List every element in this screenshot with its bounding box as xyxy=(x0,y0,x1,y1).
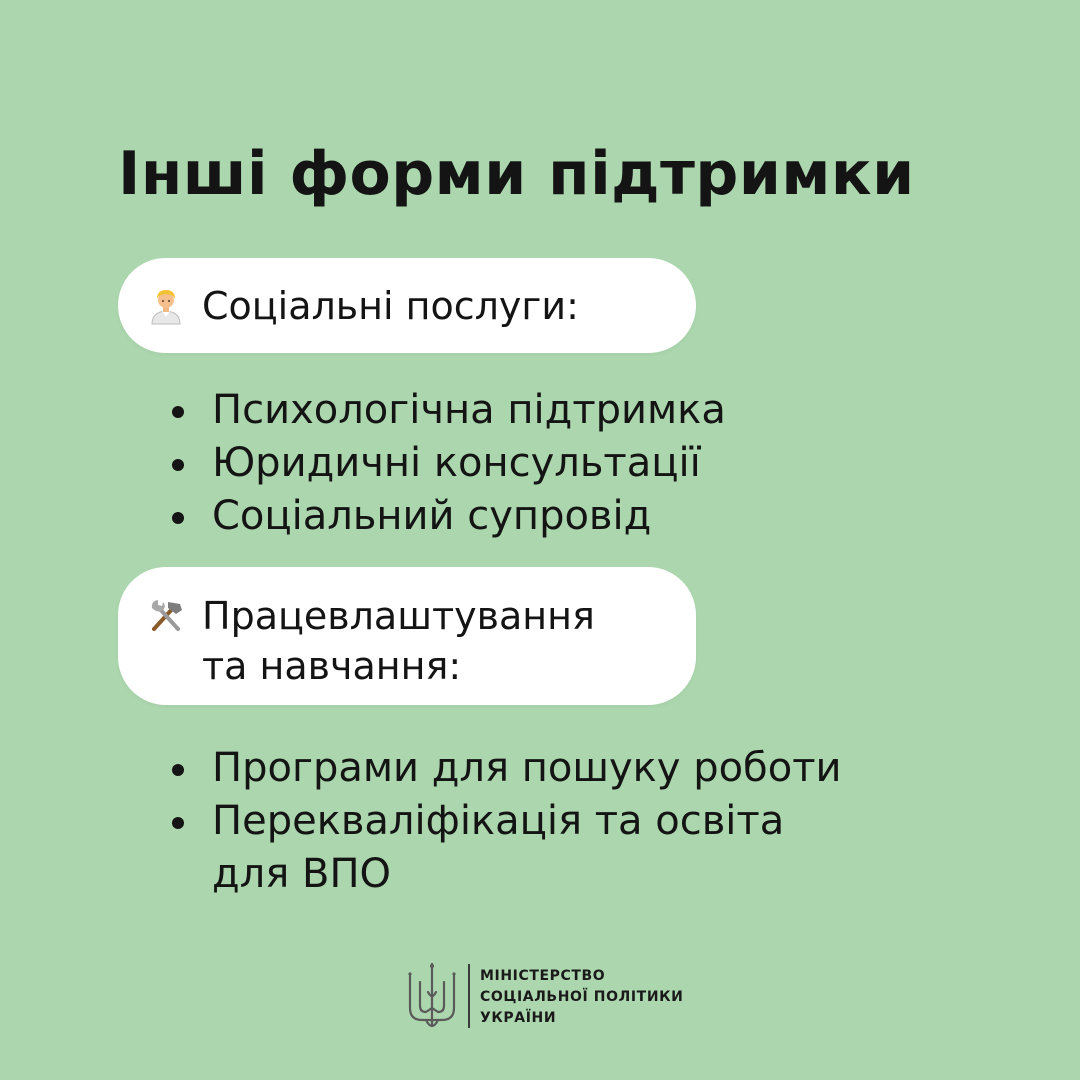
list-item: Соціальний супровід xyxy=(168,490,726,543)
list-item: Перекваліфікація та освіта xyxy=(168,795,842,848)
bullet-icon xyxy=(172,406,184,418)
list-item: Юридичні консультації xyxy=(168,437,726,490)
ministry-name xyxy=(480,966,684,1029)
employment-heading-line2: та навчання: xyxy=(202,644,462,688)
social-services-heading-pill xyxy=(118,258,696,353)
page-title: Інші форми підтримки xyxy=(118,139,915,209)
bullet-icon xyxy=(172,459,184,471)
hammer-and-wrench-icon xyxy=(146,596,186,636)
employment-heading-pill xyxy=(118,567,696,705)
bullet-icon xyxy=(172,512,184,524)
ministry-name-line1: МІНІСТЕРСТВО xyxy=(480,968,606,984)
ministry-name-line2: СОЦІАЛЬНОЇ ПОЛІТИКИ xyxy=(480,989,684,1005)
bullet-icon xyxy=(172,764,184,776)
employment-heading-line1: Працевлаштування xyxy=(202,594,595,638)
ministry-name-line3: УКРАЇНИ xyxy=(480,1010,557,1026)
list-item: Програми для пошуку роботи xyxy=(168,742,842,795)
person-icon xyxy=(146,286,186,326)
logo-divider xyxy=(468,964,470,1028)
list-item: Психологічна підтримка xyxy=(168,384,726,437)
social-services-heading: Соціальні послуги: xyxy=(202,284,579,328)
social-services-list xyxy=(168,384,726,543)
list-item-continuation: для ВПО xyxy=(212,851,392,897)
coat-of-arms-icon xyxy=(406,962,458,1034)
employment-list xyxy=(168,742,842,901)
bullet-icon xyxy=(172,817,184,829)
